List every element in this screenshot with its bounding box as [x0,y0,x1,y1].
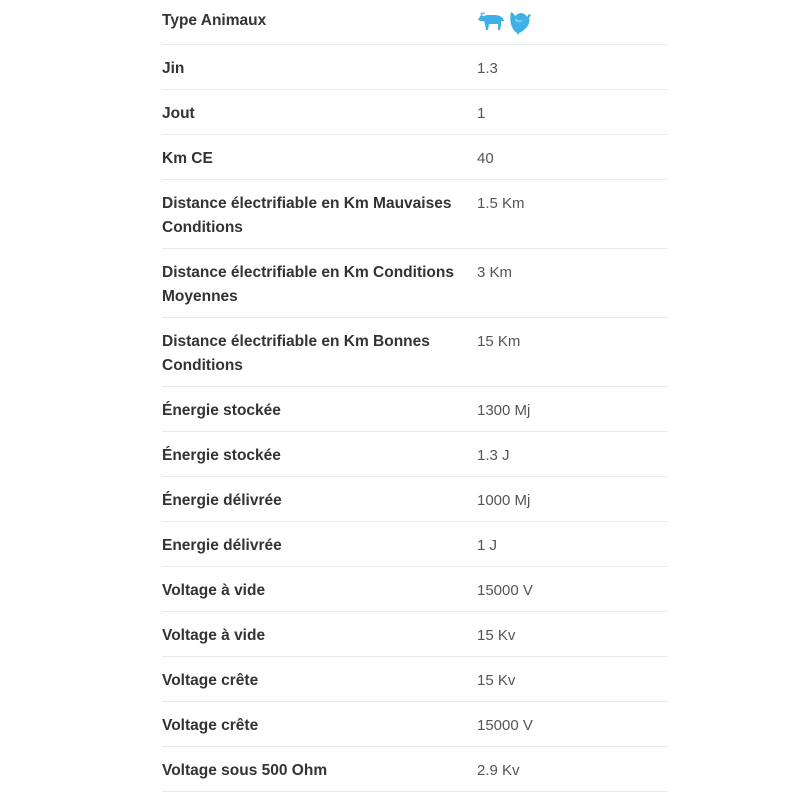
spec-label: Énergie stockée [162,447,281,464]
spec-label: Km CE [162,150,213,167]
spec-label: Voltage à vide [162,582,266,599]
spec-row [162,90,668,135]
spec-label: Énergie stockée [162,402,281,419]
spec-value: 1.5 Km [477,195,525,212]
spec-value: 15 Km [477,333,521,350]
spec-row [162,702,668,747]
spec-label: Energie délivrée [162,537,282,554]
spec-value: 15000 V [477,582,533,599]
spec-value: 15000 V [477,717,533,734]
spec-row [162,45,668,90]
spec-value: 1.3 J [477,447,510,464]
spec-row [162,657,668,702]
spec-value: 1.3 [477,60,498,77]
spec-row [162,135,668,180]
spec-row-animal-type [162,0,668,45]
bird-icon [507,9,533,35]
spec-label: Jout [162,105,195,122]
spec-label: Voltage crête [162,672,259,689]
spec-row [162,612,668,657]
spec-value: 15 Kv [477,627,516,644]
spec-label: Voltage crête [162,717,259,734]
spec-row [162,477,668,522]
spec-row [162,387,668,432]
spec-value: 15 Kv [477,672,516,689]
spec-row [162,747,668,792]
spec-value: 1 [477,105,486,122]
spec-row [162,567,668,612]
cow-icon [477,9,505,31]
spec-row [162,249,668,318]
spec-value: 40 [477,150,494,167]
spec-row [162,318,668,387]
spec-value: 1 J [477,537,498,554]
spec-value: 3 Km [477,264,513,281]
spec-label: Énergie délivrée [162,492,282,509]
spec-value: 1000 Mj [477,492,531,509]
spec-label: Voltage à vide [162,627,266,644]
spec-label: Distance électrifiable en Km Mauvaises Conditions [162,195,452,236]
specifications-table [162,0,668,792]
spec-label: Voltage sous 500 Ohm [162,762,328,779]
spec-value: 1300 Mj [477,402,531,419]
spec-row [162,432,668,477]
spec-label: Distance électrifiable en Km Bonnes Conditions [162,333,430,374]
spec-row [162,180,668,249]
spec-label: Jin [162,60,185,77]
spec-label: Distance électrifiable en Km Conditions Moyennes [162,264,454,305]
spec-row [162,522,668,567]
animal-icons [477,0,668,44]
spec-value: 2.9 Kv [477,762,520,779]
spec-label: Type Animaux [162,12,267,29]
